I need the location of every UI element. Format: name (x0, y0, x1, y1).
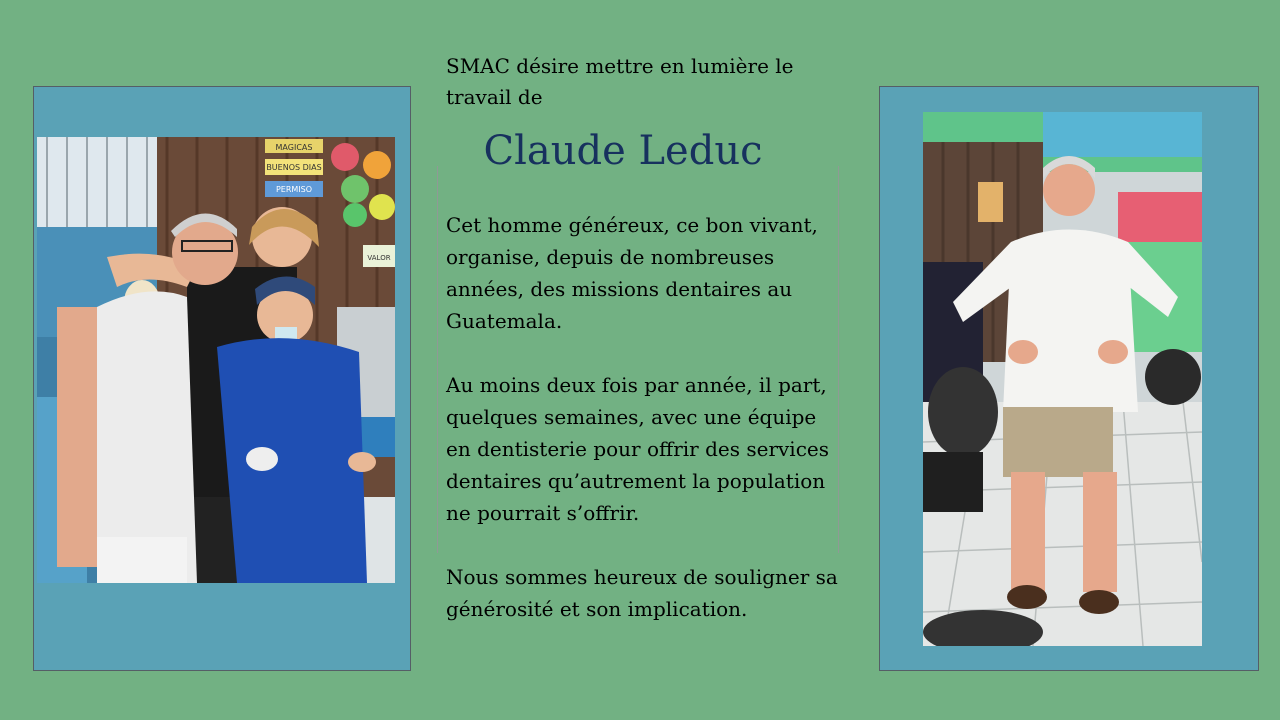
man-standing-illustration (923, 112, 1202, 646)
paragraph-2: Au moins deux fois par année, il part, quelques semaines, avec une équipe en dentisterie pour offrir des services dentaires qu’autrement la population ne pourrait s’offrir. (446, 373, 829, 525)
paragraph-1: Cet homme généreux, ce bon vivant, organise, depuis de nombreuses années, des missions dentaires au Guatemala. (446, 213, 818, 333)
intro-text: SMAC désire mettre en lumière le travail de (446, 54, 794, 109)
sign-permiso: PERMISO (275, 185, 313, 194)
honoree-name: Claude Leduc (483, 128, 763, 174)
paragraph-3: Nous sommes heureux de souligner sa générosité et son implication. (446, 565, 838, 621)
dental-team-illustration (37, 137, 395, 583)
sign-valor: VALOR (367, 254, 391, 262)
divider-right (838, 166, 839, 553)
dental-team-photo (37, 137, 395, 583)
sign-magicas: MAGICAS (275, 143, 313, 152)
divider-left (437, 166, 438, 553)
claude-leduc-photo (923, 112, 1202, 646)
sign-buenos-dias: BUENOS DIAS (266, 163, 322, 172)
